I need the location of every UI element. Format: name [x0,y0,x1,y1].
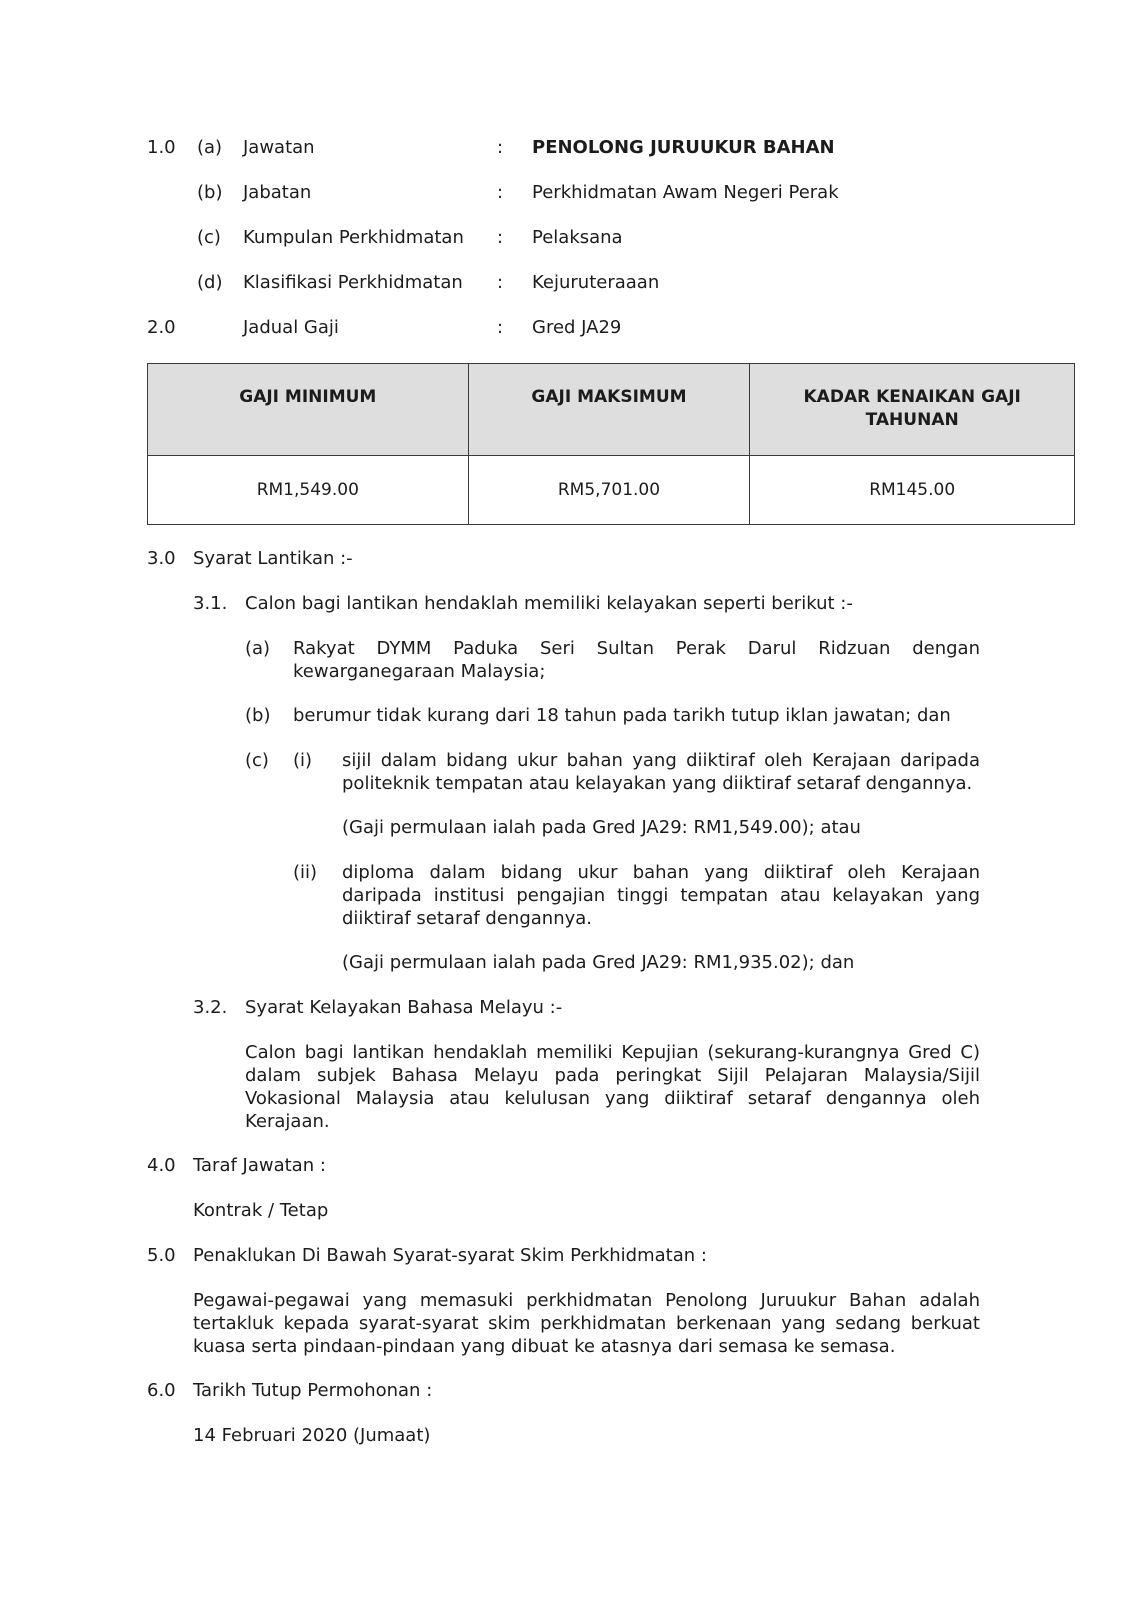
section-2-number: 2.0 [147,317,176,338]
item-d-letter: (d) [197,272,223,293]
section-6-number: 6.0 [147,1380,176,1401]
subsection-3-1-text: Calon bagi lantikan hendaklah memiliki kelayakan seperti berikut :- [245,593,853,614]
salary-table-header-row [148,364,1075,456]
taraf-jawatan-value: Kontrak / Tetap [193,1200,329,1221]
item-c-i-salary-note: (Gaji permulaan ialah pada Gred JA29: RM1,549.00); atau [342,817,861,838]
section-4-number: 4.0 [147,1155,176,1176]
header-kadar-kenaikan: KADAR KENAIKAN GAJI TAHUNAN [750,364,1075,456]
salary-table-row [148,456,1075,525]
jawatan-label: Jawatan [243,137,315,158]
colon: : [497,227,504,248]
colon: : [497,272,504,293]
gaji-minimum-value: RM1,549.00 [148,456,469,525]
item-a-letter: (a) [245,638,271,659]
item-c-letter: (c) [245,750,269,771]
item-b-text: berumur tidak kurang dari 18 tahun pada tarikh tutup iklan jawatan; dan [293,705,951,726]
klasifikasi-label: Klasifikasi Perkhidmatan [243,272,463,293]
colon: : [497,182,504,203]
section-5-number: 5.0 [147,1245,176,1266]
colon: : [497,137,504,158]
section-6-title: Tarikh Tutup Permohonan : [193,1380,433,1401]
closing-date-value: 14 Februari 2020 (Jumaat) [193,1425,431,1446]
item-a-text: Rakyat DYMM Paduka Seri Sultan Perak Darul Ridzuan dengan kewarganegaraan Malaysia; [293,638,980,682]
salary-table [147,363,1075,525]
jadual-gaji-value: Gred JA29 [532,317,622,338]
item-c-ii-salary-note: (Gaji permulaan ialah pada Gred JA29: RM1,935.02); dan [342,952,855,973]
kumpulan-value: Pelaksana [532,227,623,248]
item-c-letter: (c) [197,227,221,248]
section-5-text: Pegawai-pegawai yang memasuki perkhidmatan Penolong Juruukur Bahan adalah tertakluk kepada syarat-syarat skim perkhidmatan berkenaan yang sedang berkuat kuasa serta pindaan-pindaan yang dibuat ke atasnya dari semasa ke semasa. [193,1290,980,1357]
gaji-maksimum-value: RM5,701.00 [468,456,750,525]
subsection-3-2-number: 3.2. [193,997,228,1018]
jabatan-label: Jabatan [243,182,312,203]
jawatan-value: PENOLONG JURUUKUR BAHAN [532,137,835,158]
colon: : [497,317,504,338]
item-c-ii-numeral: (ii) [293,862,318,883]
item-a-letter: (a) [197,137,223,158]
kadar-kenaikan-value: RM145.00 [750,456,1075,525]
klasifikasi-value: Kejuruteraaan [532,272,660,293]
kumpulan-label: Kumpulan Perkhidmatan [243,227,464,248]
item-c-i-numeral: (i) [293,750,313,771]
section-3-title: Syarat Lantikan :- [193,548,353,569]
subsection-3-2-title: Syarat Kelayakan Bahasa Melayu :- [245,997,563,1018]
header-gaji-maksimum: GAJI MAKSIMUM [468,364,750,456]
section-3-number: 3.0 [147,548,176,569]
item-c-i-text: sijil dalam bidang ukur bahan yang diiktiraf oleh Kerajaan daripada politeknik tempatan atau kelayakan yang diiktiraf setaraf dengannya. [342,750,980,794]
item-c-ii-text: diploma dalam bidang ukur bahan yang diiktiraf oleh Kerajaan daripada institusi pengajian tinggi tempatan atau kelayakan yang diiktiraf setaraf dengannya. [342,862,980,929]
item-b-letter: (b) [197,182,223,203]
section-4-title: Taraf Jawatan : [193,1155,326,1176]
section-5-title: Penaklukan Di Bawah Syarat-syarat Skim Perkhidmatan : [193,1245,707,1266]
jadual-gaji-label: Jadual Gaji [243,317,339,338]
jabatan-value: Perkhidmatan Awam Negeri Perak [532,182,839,203]
subsection-3-1-number: 3.1. [193,593,228,614]
section-1-number: 1.0 [147,137,176,158]
item-b-letter: (b) [245,705,271,726]
header-gaji-minimum: GAJI MINIMUM [148,364,469,456]
subsection-3-2-text: Calon bagi lantikan hendaklah memiliki Kepujian (sekurang-kurangnya Gred C) dalam subjek Bahasa Melayu pada peringkat Sijil Pelajaran Malaysia/Sijil Vokasional Malaysia atau kelulusan yang diiktiraf setaraf dengannya oleh Kerajaan. [245,1042,980,1132]
